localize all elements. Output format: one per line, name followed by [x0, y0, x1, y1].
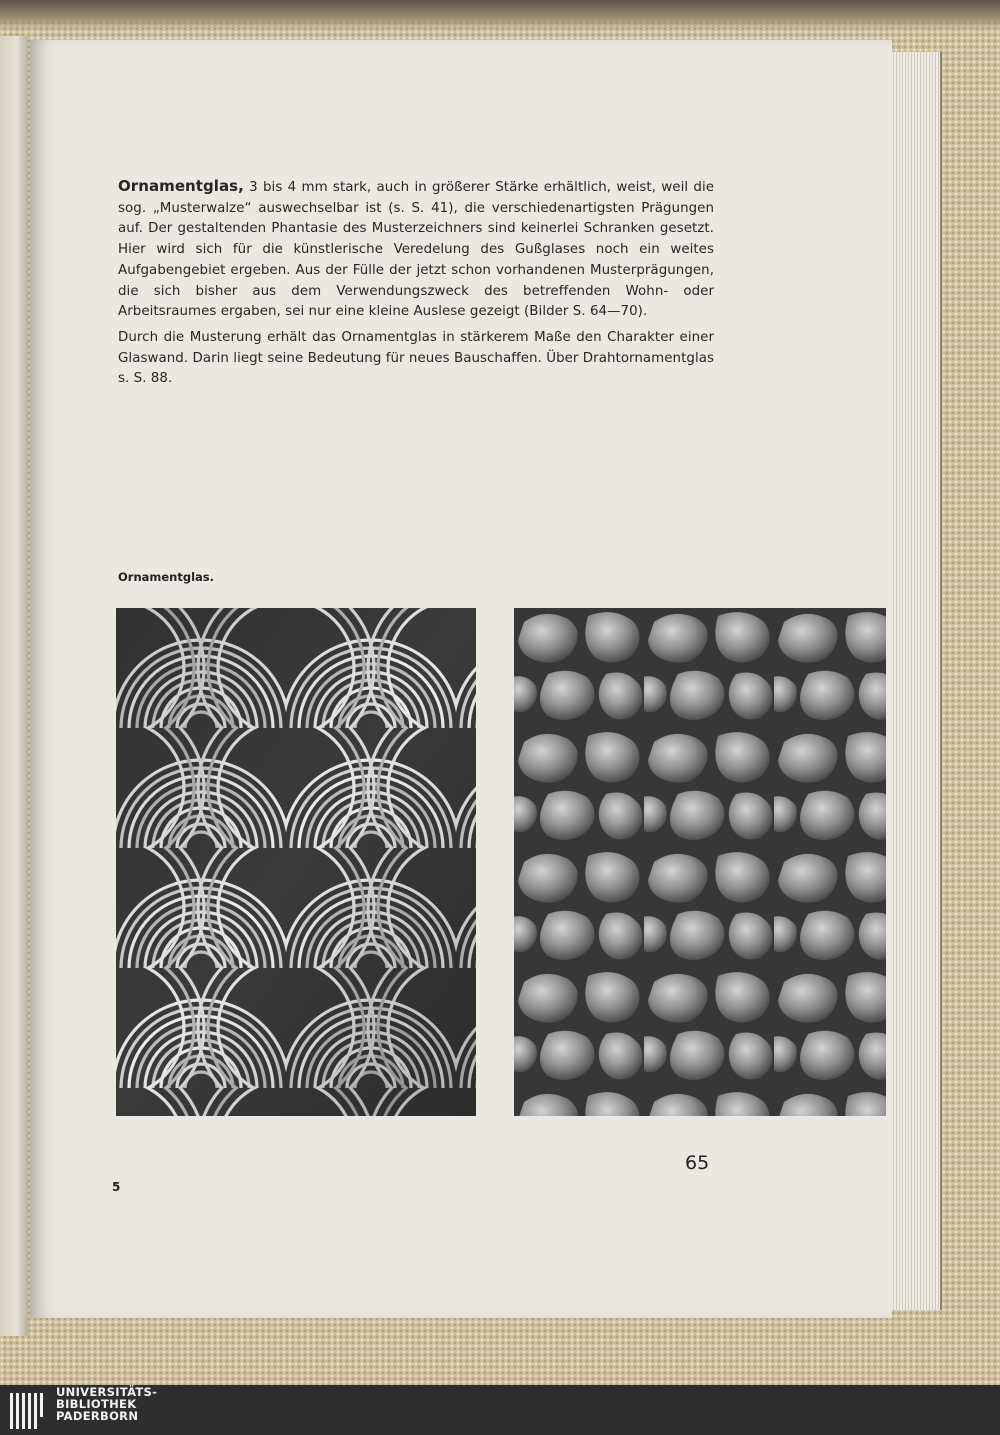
photo-scale-pattern-glass [116, 608, 476, 1116]
page-number: 65 [685, 1152, 710, 1174]
book-page [30, 40, 892, 1318]
logo-line-3: PADERBORN [56, 1409, 139, 1423]
lead-term: Ornamentglas, [118, 177, 244, 195]
page-block-edges [885, 52, 942, 1310]
cover-top-shadow [0, 0, 1000, 30]
paragraph-1 [118, 176, 714, 323]
library-logo-text [56, 1386, 157, 1422]
figure-caption: Ornamentglas. [118, 570, 215, 584]
signature-mark: 5 [112, 1180, 121, 1194]
logo-line-2: BIBLIOTHEK [56, 1397, 137, 1411]
pebbled-pattern-image [514, 608, 886, 1116]
body-text [118, 176, 714, 395]
paragraph-1-text: 3 bis 4 mm stark, auch in größerer Stärke erhältlich, weist, weil die sog. „Musterwalze“ auswechselbar ist (s. S. 41), die verschiedenartigsten Prägungen auf. Der gestaltenden Phantasie des Musterzeichners sind keinerlei Schranken gesetzt. Hier wird sich für die künstlerische Veredelung des Gußglases noch ein weites Aufgabengebiet ergeben. Aus der Fülle der jetzt schon vorhandenen Musterprägungen, die sich bisher aus dem Verwendungszweck des betreffenden Wohn- oder Arbeitsraumes ergaben, sei nur eine kleine Auslese gezeigt (Bilder S. 64—70). [118, 180, 714, 320]
logo-line-1: UNIVERSITÄTS- [56, 1385, 158, 1399]
paragraph-2: Durch die Musterung erhält das Ornamentglas in stärkerem Maße den Charakter einer Glaswand. Darin liegt seine Bedeutung für neues Bauschaffen. Über Drahtornamentglas s. S. 88. [118, 329, 714, 387]
scale-pattern-image [116, 608, 476, 1116]
library-footer [0, 1385, 1000, 1435]
left-page-edge [0, 36, 28, 1336]
photo-pebbled-glass [514, 608, 886, 1116]
library-logo-icon [10, 1393, 48, 1429]
